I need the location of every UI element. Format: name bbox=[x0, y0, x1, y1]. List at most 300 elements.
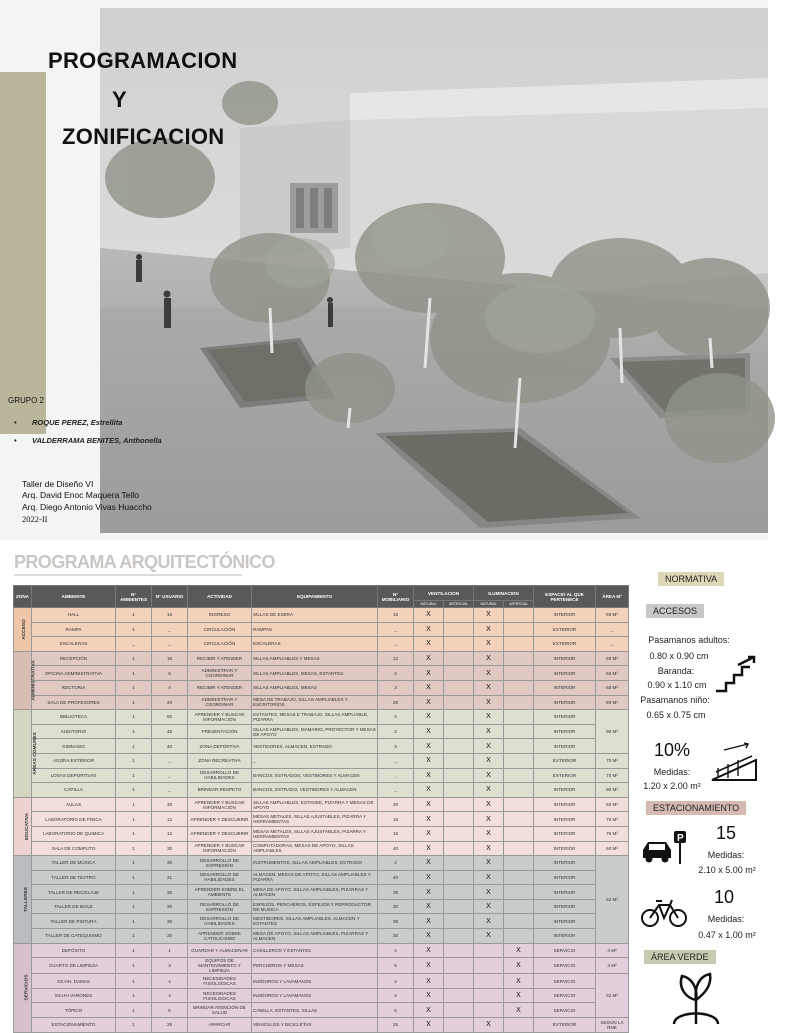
cell-ilum-natural: X bbox=[474, 695, 504, 710]
cell-vent-artificial bbox=[444, 637, 474, 652]
member-item bbox=[14, 436, 162, 445]
cell-ilum-natural: X bbox=[474, 856, 504, 871]
cell-ilum-artificial bbox=[504, 637, 534, 652]
cell-espacio: INTERIOR bbox=[534, 885, 596, 900]
cell-ilum-natural: X bbox=[474, 651, 504, 666]
table-row bbox=[14, 680, 629, 695]
cell-equipamiento: MESAS METALES, SILLAS AJUSTABLES, PIZARRA Y HERRAMIENTAS bbox=[252, 826, 378, 841]
cell-vent-artificial bbox=[444, 826, 474, 841]
cell-espacio: INTERIOR bbox=[534, 710, 596, 725]
cell-ilum-artificial bbox=[504, 695, 534, 710]
cell-vent-natural: X bbox=[414, 943, 444, 958]
svg-text:P: P bbox=[677, 833, 684, 844]
cell-n-ambientes: 1 bbox=[116, 710, 152, 725]
cell-vent-natural: X bbox=[414, 739, 444, 754]
table-row bbox=[14, 608, 629, 623]
cell-equipamiento: SILLAS AMPLIABLES, MESAS bbox=[252, 680, 378, 695]
cell-ilum-natural: X bbox=[474, 637, 504, 652]
cell-vent-artificial bbox=[444, 753, 474, 768]
cell-vent-natural: X bbox=[414, 1018, 444, 1033]
cell-ilum-artificial bbox=[504, 826, 534, 841]
cell-vent-natural: X bbox=[414, 651, 444, 666]
cell-area: 50 M² bbox=[596, 608, 629, 623]
olive-accent-band bbox=[0, 72, 46, 434]
cell-ilum-artificial bbox=[504, 739, 534, 754]
area-verde-tag: ÁREA VERDE bbox=[644, 950, 716, 964]
cell-n-mobiliario: 35 bbox=[378, 914, 414, 929]
cell-n-usuario: 50 bbox=[152, 710, 188, 725]
cell-equipamiento: BANCOS, ESTRADOS, VESTIBORES Y ALMACEN bbox=[252, 768, 378, 783]
cell-n-ambientes: 1 bbox=[116, 797, 152, 812]
cell-ambiente: LABORATORIO DE FÍSICA bbox=[32, 812, 116, 827]
cell-area: 60 M² bbox=[596, 841, 629, 856]
cell-espacio: INTERIOR bbox=[534, 739, 596, 754]
cell-n-ambientes: 1 bbox=[116, 724, 152, 739]
cell-n-usuario: 20 bbox=[152, 695, 188, 710]
table-row bbox=[14, 651, 629, 666]
cell-equipamiento: VEHICULOS Y BICICLETAS bbox=[252, 1018, 378, 1033]
cell-ilum-artificial bbox=[504, 797, 534, 812]
cell-vent-natural: X bbox=[414, 826, 444, 841]
cell-ambiente: TALLER DE TEATRO bbox=[32, 870, 116, 885]
bullet-icon: • bbox=[14, 436, 17, 445]
cell-ambiente: AUDITORIO bbox=[32, 724, 116, 739]
cell-vent-artificial bbox=[444, 608, 474, 623]
cell-n-ambientes: 1 bbox=[116, 812, 152, 827]
cell-actividad: APRENDER Y BUSCAR INFORMACIÓN bbox=[188, 841, 252, 856]
cell-n-mobiliario: 2 bbox=[378, 856, 414, 871]
cell-vent-natural: X bbox=[414, 637, 444, 652]
zone-label: ÁREAS COMUNES bbox=[32, 732, 38, 775]
cell-ilum-artificial bbox=[504, 710, 534, 725]
cell-vent-artificial bbox=[444, 958, 474, 974]
col-header-equipamiento: EQUIPAMIENTO bbox=[252, 586, 378, 608]
cell-espacio: INTERIOR bbox=[534, 783, 596, 798]
programa-table-body bbox=[14, 608, 629, 1033]
cell-area: 52 M² bbox=[596, 856, 629, 944]
cell-actividad: RECIBIR Y ATENDER bbox=[188, 651, 252, 666]
cell-area: 4 M² bbox=[596, 943, 629, 958]
cell-ilum-natural: X bbox=[474, 724, 504, 739]
cell-ilum-natural: X bbox=[474, 783, 504, 798]
cell-n-usuario: 15 bbox=[152, 651, 188, 666]
cell-n-usuario: 1 bbox=[152, 943, 188, 958]
cell-ambiente: ESCALERAS bbox=[32, 637, 116, 652]
cell-ilum-natural: X bbox=[474, 841, 504, 856]
cell-espacio: EXTERIOR bbox=[534, 622, 596, 637]
col-header-n-mobiliario: N° MOBILIARIO bbox=[378, 586, 414, 608]
cell-ilum-artificial: X bbox=[504, 974, 534, 989]
cell-vent-natural: X bbox=[414, 899, 444, 914]
cell-ilum-natural bbox=[474, 958, 504, 974]
cell-vent-natural: X bbox=[414, 870, 444, 885]
cell-espacio: EXTERIOR bbox=[534, 753, 596, 768]
cell-equipamiento: ESCALERAS bbox=[252, 637, 378, 652]
cell-ilum-natural: X bbox=[474, 739, 504, 754]
cover-title-line-3: ZONIFICACION bbox=[62, 124, 225, 149]
cell-espacio: INTERIOR bbox=[534, 608, 596, 623]
cell-n-mobiliario: 4 bbox=[378, 988, 414, 1003]
cell-area: 60 M² bbox=[596, 666, 629, 681]
cell-actividad: EQUIPOS DE MANTENIMIENTO Y LIMPIEZA bbox=[188, 958, 252, 974]
cell-equipamiento: MESTIBORES, SILLAS AMPLIABLES, ALMACEN Y ESTANTES bbox=[252, 914, 378, 929]
cell-area: 75 M² bbox=[596, 812, 629, 827]
cell-n-usuario: 31 bbox=[152, 870, 188, 885]
col-header-n-ambientes: N° AMBIENTES bbox=[116, 586, 152, 608]
cell-n-ambientes: 1 bbox=[116, 826, 152, 841]
cell-vent-artificial bbox=[444, 666, 474, 681]
cell-n-ambientes: 1 bbox=[116, 974, 152, 989]
col-header-ventilacion: VENTILACION bbox=[414, 586, 474, 601]
cell-vent-natural: X bbox=[414, 812, 444, 827]
cell-n-ambientes: 1 bbox=[116, 885, 152, 900]
cell-area: 60 M² bbox=[596, 695, 629, 710]
cell-n-ambientes: 1 bbox=[116, 739, 152, 754]
table-row bbox=[14, 710, 629, 725]
table-row bbox=[14, 695, 629, 710]
cell-actividad: APRENDER Y DESCUBRIR bbox=[188, 812, 252, 827]
programa-title: PROGRAMA ARQUITECTÓNICO bbox=[14, 552, 275, 572]
table-row bbox=[14, 826, 629, 841]
cell-equipamiento: ESTANTES, MESAS E TRABAJO, SILLAS AMPLIABLE, PIZARRA bbox=[252, 710, 378, 725]
cell-n-usuario: _ bbox=[152, 637, 188, 652]
cell-vent-artificial bbox=[444, 974, 474, 989]
cell-ambiente: TALLER DE PINTURA bbox=[32, 914, 116, 929]
cell-ilum-natural: X bbox=[474, 870, 504, 885]
normativa-tag: NORMATIVA bbox=[658, 572, 724, 586]
cover-title-line-2: Y bbox=[112, 87, 127, 112]
cell-n-usuario: 30 bbox=[152, 856, 188, 871]
cell-ilum-natural: X bbox=[474, 929, 504, 944]
cell-ilum-natural: X bbox=[474, 1018, 504, 1033]
cell-ilum-natural: X bbox=[474, 885, 504, 900]
cell-equipamiento: SILLAS DE ESERA bbox=[252, 608, 378, 623]
table-row bbox=[14, 899, 629, 914]
table-row bbox=[14, 885, 629, 900]
teacher-2: Arq. Diego Antonio Vivas Huaccho bbox=[22, 502, 152, 512]
cell-vent-natural: X bbox=[414, 783, 444, 798]
cell-vent-natural: X bbox=[414, 1003, 444, 1018]
cell-ambiente: OFICINA ADMINISTRATIVA bbox=[32, 666, 116, 681]
academic-period: 2022-II bbox=[22, 514, 48, 524]
cell-vent-artificial bbox=[444, 914, 474, 929]
rampa-medidas-value: 1.20 x 2.00 m² bbox=[643, 781, 701, 791]
cell-ilum-artificial: X bbox=[504, 958, 534, 974]
cell-ilum-artificial: X bbox=[504, 988, 534, 1003]
cell-equipamiento: INODOROS Y LAVAMANOS bbox=[252, 988, 378, 1003]
cell-n-ambientes: 1 bbox=[116, 695, 152, 710]
cell-area: 60 M² bbox=[596, 797, 629, 812]
cell-vent-artificial bbox=[444, 1018, 474, 1033]
cell-espacio: SERVICIO bbox=[534, 943, 596, 958]
cell-ilum-natural: X bbox=[474, 768, 504, 783]
pasamanos-adultos-value: 0.80 x 0.90 cm bbox=[649, 651, 709, 661]
cell-ilum-artificial bbox=[504, 812, 534, 827]
cell-equipamiento: SILLAS AMPLIABLES, MAMARIO, PROYECTOR Y MESAS DE APOYO bbox=[252, 724, 378, 739]
cell-vent-artificial bbox=[444, 724, 474, 739]
cell-n-ambientes: 1 bbox=[116, 870, 152, 885]
cell-ilum-artificial bbox=[504, 651, 534, 666]
cell-n-usuario: 30 bbox=[152, 914, 188, 929]
table-row bbox=[14, 637, 629, 652]
zone-label: SERVICIOS bbox=[24, 974, 30, 1001]
cell-espacio: INTERIOR bbox=[534, 870, 596, 885]
cell-espacio: SERVICIO bbox=[534, 1003, 596, 1018]
cell-n-ambientes: 1 bbox=[116, 988, 152, 1003]
cell-vent-natural: X bbox=[414, 914, 444, 929]
cell-n-usuario: 6 bbox=[152, 666, 188, 681]
col-header-vent-natural: NATURAL bbox=[414, 601, 444, 608]
cell-ilum-natural: X bbox=[474, 899, 504, 914]
cell-equipamiento: PERCHEROS Y MESAS bbox=[252, 958, 378, 974]
cell-vent-natural: X bbox=[414, 958, 444, 974]
accesos-tag: ACCESOS bbox=[646, 604, 704, 618]
cell-vent-natural: X bbox=[414, 622, 444, 637]
zone-label: TALLERES bbox=[23, 886, 29, 912]
cell-espacio: INTERIOR bbox=[534, 666, 596, 681]
cell-n-usuario: _ bbox=[152, 783, 188, 798]
cover-title-line-1: PROGRAMACION bbox=[48, 48, 238, 73]
cell-ilum-artificial bbox=[504, 870, 534, 885]
cell-ilum-artificial bbox=[504, 783, 534, 798]
zone-label: EDUCATIVA bbox=[25, 812, 31, 841]
cell-area: SEGÚN LA RNE bbox=[596, 1018, 629, 1033]
cell-ambiente: SS.HH. DAMAS bbox=[32, 974, 116, 989]
cell-n-ambientes: 1 bbox=[116, 958, 152, 974]
plant-sprout-icon bbox=[668, 970, 724, 1024]
cell-n-usuario: _ bbox=[152, 622, 188, 637]
cell-n-mobiliario: 4 bbox=[378, 710, 414, 725]
cell-ilum-artificial: X bbox=[504, 943, 534, 958]
table-row bbox=[14, 1003, 629, 1018]
cell-area: 60 M² bbox=[596, 651, 629, 666]
cell-espacio: INTERIOR bbox=[534, 680, 596, 695]
cell-n-mobiliario: 15 bbox=[378, 826, 414, 841]
cell-equipamiento: RAMPAS bbox=[252, 622, 378, 637]
cell-n-usuario: _ bbox=[152, 768, 188, 783]
rampa-medidas-label: Medidas: bbox=[653, 767, 691, 777]
table-row bbox=[14, 914, 629, 929]
cell-ambiente: BIBLIOTECA bbox=[32, 710, 116, 725]
cell-ambiente: GIMNASIO bbox=[32, 739, 116, 754]
cell-n-usuario: 30 bbox=[152, 841, 188, 856]
cell-ambiente: HALL bbox=[32, 608, 116, 623]
cell-espacio: SERVICIO bbox=[534, 974, 596, 989]
cell-espacio: EXTERIOR bbox=[534, 768, 596, 783]
cell-ambiente: DEPÓSITO bbox=[32, 943, 116, 958]
cell-ilum-artificial bbox=[504, 1018, 534, 1033]
cell-ilum-artificial bbox=[504, 753, 534, 768]
bike-count: 10 bbox=[714, 887, 735, 907]
cell-n-usuario: 40 bbox=[152, 739, 188, 754]
cell-n-usuario: 4 bbox=[152, 974, 188, 989]
cell-ambiente: RECEPCIÓN bbox=[32, 651, 116, 666]
cell-n-mobiliario: _ bbox=[378, 753, 414, 768]
cell-area: 70 M² bbox=[596, 768, 629, 783]
cell-n-ambientes: _ bbox=[116, 637, 152, 652]
cell-actividad: DESARROLLO DE EXPRESIÓN bbox=[188, 856, 252, 871]
cell-actividad: NECESIDADES FISIOLOGICAS bbox=[188, 974, 252, 989]
col-header-espacio: ESPACIO AL QUE PERTENECE bbox=[534, 586, 596, 608]
bike-medidas-value: 0.47 x 1.00 m² bbox=[698, 930, 756, 940]
cell-n-mobiliario: 3 bbox=[378, 680, 414, 695]
cell-actividad: CIRCULACIÓN bbox=[188, 622, 252, 637]
bullet-icon: • bbox=[14, 418, 17, 427]
cell-vent-artificial bbox=[444, 929, 474, 944]
cell-espacio: INTERIOR bbox=[534, 695, 596, 710]
cell-vent-natural: X bbox=[414, 680, 444, 695]
cell-espacio: INTERIOR bbox=[534, 899, 596, 914]
cell-vent-natural: X bbox=[414, 988, 444, 1003]
cell-ilum-artificial bbox=[504, 724, 534, 739]
cell-vent-artificial bbox=[444, 885, 474, 900]
table-row bbox=[14, 739, 629, 754]
table-row bbox=[14, 958, 629, 974]
cell-actividad: CIRCULACIÓN bbox=[188, 637, 252, 652]
ramp-icon bbox=[708, 742, 760, 784]
cell-n-usuario: _ bbox=[152, 753, 188, 768]
cell-ilum-artificial bbox=[504, 666, 534, 681]
member-item bbox=[14, 418, 122, 427]
cell-area: 75 M² bbox=[596, 826, 629, 841]
cell-ambiente: TALLER DE CATEQUISMO bbox=[32, 929, 116, 944]
cell-ilum-natural bbox=[474, 943, 504, 958]
cell-vent-artificial bbox=[444, 695, 474, 710]
cell-vent-artificial bbox=[444, 622, 474, 637]
zone-label: ADMINISTRATIVA bbox=[31, 660, 37, 701]
cell-espacio: EXTERIOR bbox=[534, 637, 596, 652]
cell-espacio: INTERIOR bbox=[534, 826, 596, 841]
cell-vent-natural: X bbox=[414, 797, 444, 812]
col-header-iluminacion: ILUMINACION bbox=[474, 586, 534, 601]
cell-ilum-natural: X bbox=[474, 826, 504, 841]
cell-vent-natural: X bbox=[414, 753, 444, 768]
col-header-zona: ZONA bbox=[14, 586, 32, 608]
cell-ambiente: TALLER DE MÚSICA bbox=[32, 856, 116, 871]
cell-ilum-natural bbox=[474, 1003, 504, 1018]
cell-ambiente: CAPILLA bbox=[32, 783, 116, 798]
cell-n-mobiliario: 30 bbox=[378, 899, 414, 914]
cell-equipamiento: COMPUTADORAS, MESAS DE APOYO, SILLAS AMPLIABLES bbox=[252, 841, 378, 856]
cell-n-mobiliario: 35 bbox=[378, 885, 414, 900]
table-row bbox=[14, 622, 629, 637]
pasamanos-nino-value: 0.65 x 0.75 cm bbox=[646, 710, 706, 720]
cell-vent-artificial bbox=[444, 651, 474, 666]
cell-actividad: ADMINISTRAR Y COORDINAR bbox=[188, 695, 252, 710]
cell-vent-natural: X bbox=[414, 724, 444, 739]
zone-label-cell bbox=[14, 710, 38, 798]
table-row bbox=[14, 753, 629, 768]
cell-equipamiento: _ bbox=[252, 753, 378, 768]
cell-ambiente: SALA DE PROFESORES bbox=[32, 695, 116, 710]
cell-vent-natural: X bbox=[414, 974, 444, 989]
cell-vent-artificial bbox=[444, 988, 474, 1003]
car-medidas-value: 2.10 x 5.00 m² bbox=[698, 865, 756, 875]
cell-n-ambientes: 1 bbox=[116, 783, 152, 798]
member-name: VALDERRAMA BENITES, Anthonella bbox=[32, 436, 162, 445]
cell-ambiente: SALA DE COMPUTO bbox=[32, 841, 116, 856]
cell-ilum-artificial bbox=[504, 914, 534, 929]
col-header-n-usuario: N° USUARIO bbox=[152, 586, 188, 608]
cell-n-mobiliario: 3 bbox=[378, 666, 414, 681]
col-header-area: ÁREA M² bbox=[596, 586, 629, 608]
cell-n-usuario: 30 bbox=[152, 929, 188, 944]
cell-actividad: APRENDER Y DESCUBRIR bbox=[188, 826, 252, 841]
cell-espacio: EXTERIOR bbox=[534, 1018, 596, 1033]
cell-ilum-natural: X bbox=[474, 797, 504, 812]
cell-equipamiento: MESA DE APOYO, SILLAS AMPLIABLES, PIZARRAS Y ALMACEN bbox=[252, 929, 378, 944]
cell-ambiente: TÓPICO bbox=[32, 1003, 116, 1018]
cell-vent-artificial bbox=[444, 812, 474, 827]
cell-equipamiento: VESTIDORES, ALMACEN, ESTRADO bbox=[252, 739, 378, 754]
cell-equipamiento: CASILLEROS Y ESTANTES bbox=[252, 943, 378, 958]
cell-vent-artificial bbox=[444, 710, 474, 725]
cell-ilum-natural: X bbox=[474, 608, 504, 623]
group-label: GRUPO 2 bbox=[8, 396, 45, 405]
cell-vent-natural: X bbox=[414, 768, 444, 783]
cell-ilum-natural: X bbox=[474, 812, 504, 827]
cell-vent-artificial bbox=[444, 680, 474, 695]
cell-n-ambientes: 1 bbox=[116, 622, 152, 637]
cell-espacio: SERVICIO bbox=[534, 958, 596, 974]
table-row bbox=[14, 841, 629, 856]
cell-n-ambientes: 1 bbox=[116, 841, 152, 856]
zone-label: ACCESO bbox=[21, 619, 27, 640]
cell-n-ambientes: 1 bbox=[116, 651, 152, 666]
cell-vent-artificial bbox=[444, 841, 474, 856]
cell-equipamiento: ALMACEN, MESAS DE APOYO, SILLAS AMPLIABLES Y PIZARRA bbox=[252, 870, 378, 885]
cell-actividad: APRENDER SOBRE CATOLICISMO bbox=[188, 929, 252, 944]
cell-vent-artificial bbox=[444, 870, 474, 885]
pasamanos-nino-label: Pasamanos niño: bbox=[640, 695, 710, 705]
cell-actividad: APARCAR bbox=[188, 1018, 252, 1033]
cell-n-ambientes: 1 bbox=[116, 680, 152, 695]
cell-vent-natural: X bbox=[414, 856, 444, 871]
cell-vent-natural: X bbox=[414, 695, 444, 710]
cell-actividad: NECESIDADES FISIOLOGICAS bbox=[188, 988, 252, 1003]
cell-ilum-artificial bbox=[504, 856, 534, 871]
cell-ilum-artificial bbox=[504, 608, 534, 623]
cell-n-mobiliario: 6 bbox=[378, 958, 414, 974]
cell-ambiente: AULAS bbox=[32, 797, 116, 812]
cell-vent-artificial bbox=[444, 783, 474, 798]
cell-n-ambientes: 1 bbox=[116, 899, 152, 914]
cell-n-mobiliario: _ bbox=[378, 637, 414, 652]
cell-vent-natural: X bbox=[414, 885, 444, 900]
col-header-ambiente: AMBIENTE bbox=[32, 586, 116, 608]
estacionamiento-tag: ESTACIONAMIENTO bbox=[646, 801, 746, 815]
cell-actividad: DESARROLLO DE EXPRESIÓN bbox=[188, 899, 252, 914]
cell-n-usuario: 25 bbox=[152, 1018, 188, 1033]
cell-n-mobiliario: _ bbox=[378, 783, 414, 798]
cell-ambiente: ESTACIONAMIENTO bbox=[32, 1018, 116, 1033]
col-header-vent-artificial: ARTIFICIAL bbox=[444, 601, 474, 608]
cell-vent-artificial bbox=[444, 943, 474, 958]
table-row bbox=[14, 856, 629, 871]
table-row bbox=[14, 666, 629, 681]
table-row bbox=[14, 1018, 629, 1033]
cell-n-ambientes: 1 bbox=[116, 768, 152, 783]
cell-area: 70 M² bbox=[596, 753, 629, 768]
cell-actividad: DESARROLLO DE HABILIDADES bbox=[188, 768, 252, 783]
cell-n-usuario: 3 bbox=[152, 958, 188, 974]
zone-label-cell bbox=[14, 856, 32, 944]
car-count: 15 bbox=[716, 823, 737, 843]
cell-n-mobiliario: 5 bbox=[378, 1003, 414, 1018]
cover-rendering-image bbox=[100, 8, 768, 533]
cell-area: _ bbox=[596, 622, 629, 637]
cell-actividad: INGRESO bbox=[188, 608, 252, 623]
